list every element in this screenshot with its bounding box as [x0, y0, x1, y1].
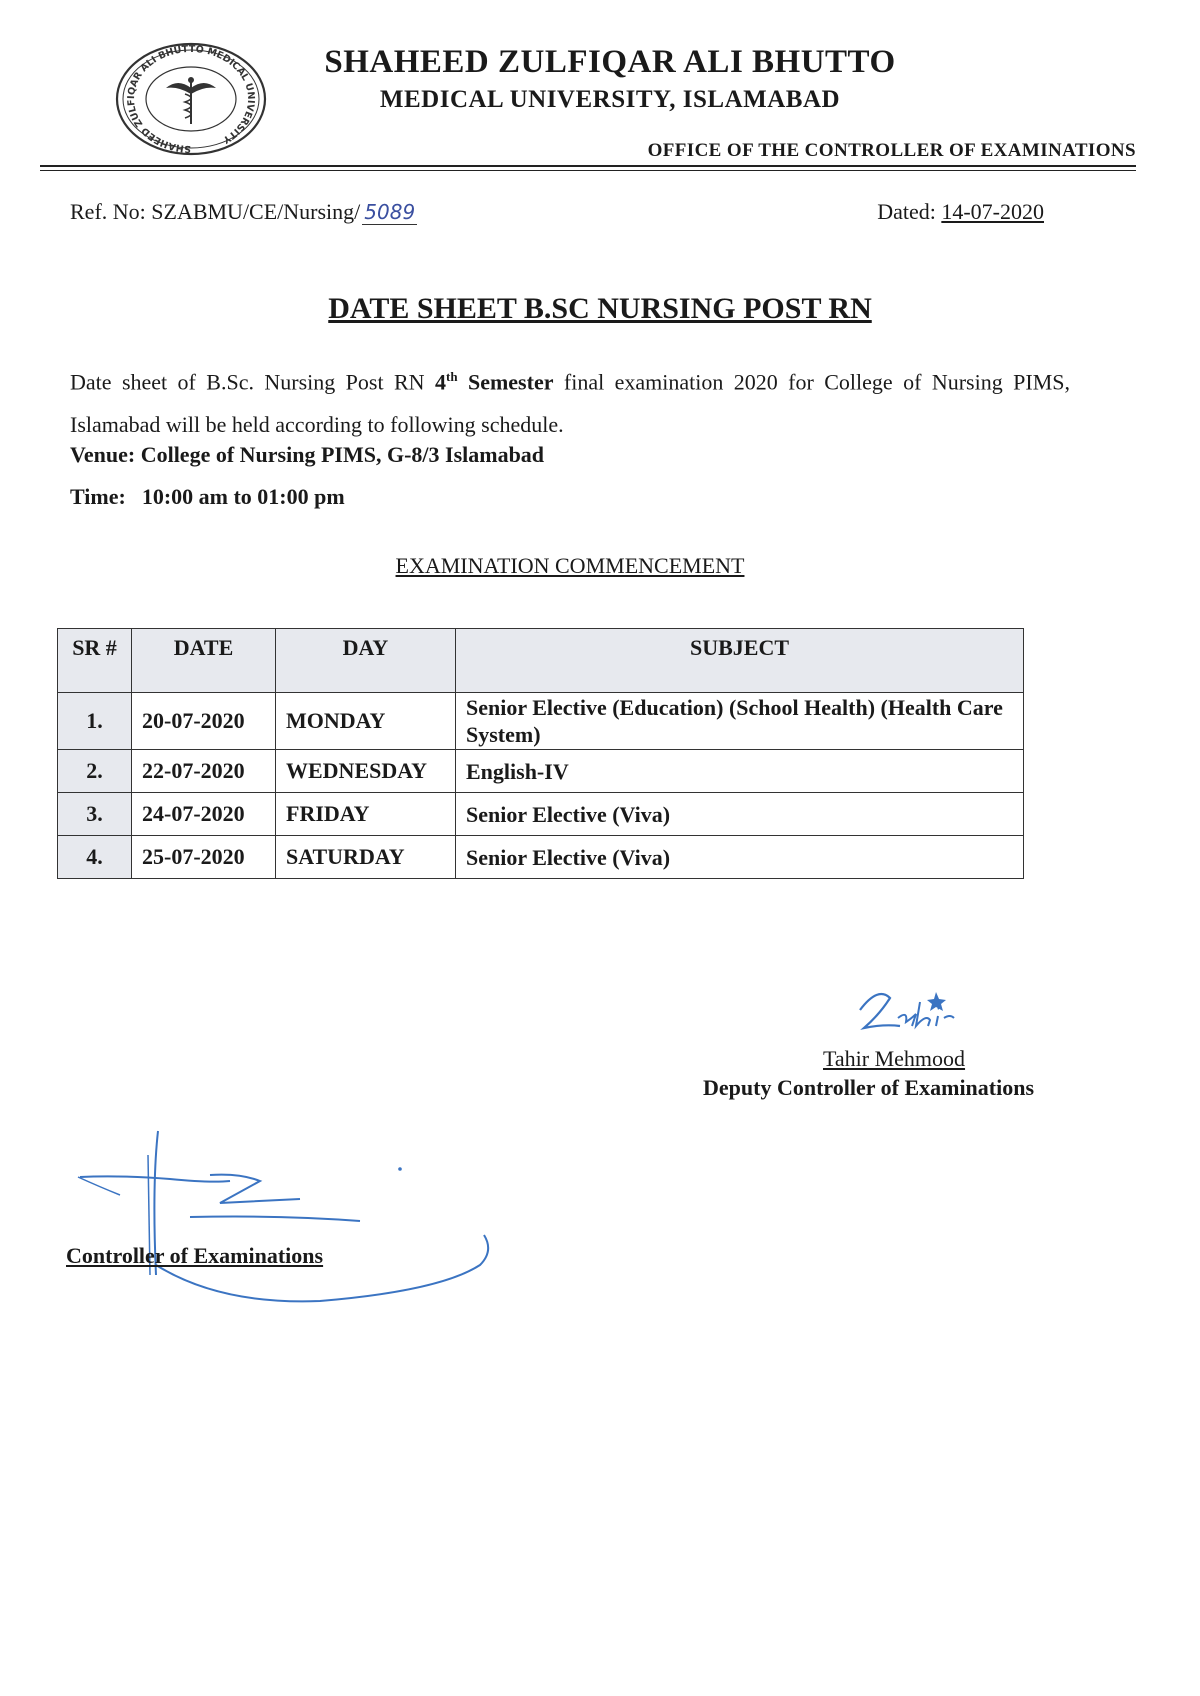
cell-day: WEDNESDAY — [276, 750, 456, 793]
col-header-date: DATE — [132, 629, 276, 693]
time-label: Time: — [70, 484, 126, 509]
deputy-signature-scribble — [850, 980, 970, 1055]
cell-date: 20-07-2020 — [132, 693, 276, 750]
col-header-subject: SUBJECT — [456, 629, 1024, 693]
time-value: 10:00 am to 01:00 pm — [141, 484, 345, 509]
intro-semester-number: 4 — [434, 369, 446, 395]
cell-day: MONDAY — [276, 693, 456, 750]
schedule-header-row — [58, 629, 1024, 693]
cell-day: FRIDAY — [276, 793, 456, 836]
time-line — [70, 484, 345, 510]
table-row — [58, 836, 1024, 879]
university-name: SHAHEED ZULFIQAR ALI BHUTTO — [324, 44, 896, 80]
controller-title: Controller of Examinations — [66, 1243, 324, 1268]
dated-value: 14-07-2020 — [941, 199, 1044, 224]
deputy-title: Deputy Controller of Examinations — [703, 1075, 1035, 1100]
cell-date: 25-07-2020 — [132, 836, 276, 879]
table-row — [58, 693, 1024, 750]
cell-sr: 2. — [58, 750, 132, 793]
table-row — [58, 793, 1024, 836]
venue-line: Venue: College of Nursing PIMS, G-8/3 Islamabad — [70, 442, 545, 467]
reference-label: Ref. No: SZABMU/CE/Nursing/ — [70, 199, 361, 224]
cell-day: SATURDAY — [276, 836, 456, 879]
reference-handwritten-number: 5089 — [364, 200, 416, 224]
intro-text-2: final examination 2020 for College of Nursing PIMS, Islamabad will be held according to following schedule. — [70, 369, 1070, 438]
deputy-name: Tahir Mehmood — [823, 1046, 966, 1071]
office-heading: OFFICE OF THE CONTROLLER OF EXAMINATIONS — [647, 140, 1136, 161]
header-divider — [40, 165, 1136, 167]
col-header-day: DAY — [276, 629, 456, 693]
svg-text:SHAHEED ZULFIQAR ALI BHUTTO ME: SHAHEED ZULFIQAR ALI BHUTTO MEDICAL UNIVERSITY — [125, 43, 257, 155]
col-header-sr: SR # — [58, 629, 132, 693]
table-row — [58, 750, 1024, 793]
intro-paragraph — [70, 355, 1070, 446]
header-divider-thin — [40, 170, 1136, 171]
cell-subject: Senior Elective (Viva) — [456, 793, 1024, 836]
cell-sr: 4. — [58, 836, 132, 879]
schedule-table — [57, 628, 1024, 879]
cell-subject: Senior Elective (Education) (School Health) (Health Care System) — [456, 693, 1024, 750]
cell-sr: 3. — [58, 793, 132, 836]
cell-date: 24-07-2020 — [132, 793, 276, 836]
document-date — [877, 199, 1044, 225]
intro-superscript: th — [445, 369, 458, 384]
reference-number — [70, 199, 417, 225]
cell-sr: 1. — [58, 693, 132, 750]
exam-commencement-heading: EXAMINATION COMMENCEMENT — [395, 553, 745, 578]
university-subtitle: MEDICAL UNIVERSITY, ISLAMABAD — [379, 86, 841, 113]
intro-semester-word: Semester — [457, 369, 554, 395]
cell-subject: Senior Elective (Viva) — [456, 836, 1024, 879]
cell-subject: English-IV — [456, 750, 1024, 793]
dated-label: Dated: — [877, 199, 942, 224]
university-seal-logo — [108, 42, 274, 162]
controller-signature-scribble — [60, 1125, 500, 1330]
intro-text-1: Date sheet of B.Sc. Nursing Post RN — [70, 369, 435, 395]
document-title: DATE SHEET B.SC NURSING POST RN — [328, 292, 872, 325]
cell-date: 22-07-2020 — [132, 750, 276, 793]
